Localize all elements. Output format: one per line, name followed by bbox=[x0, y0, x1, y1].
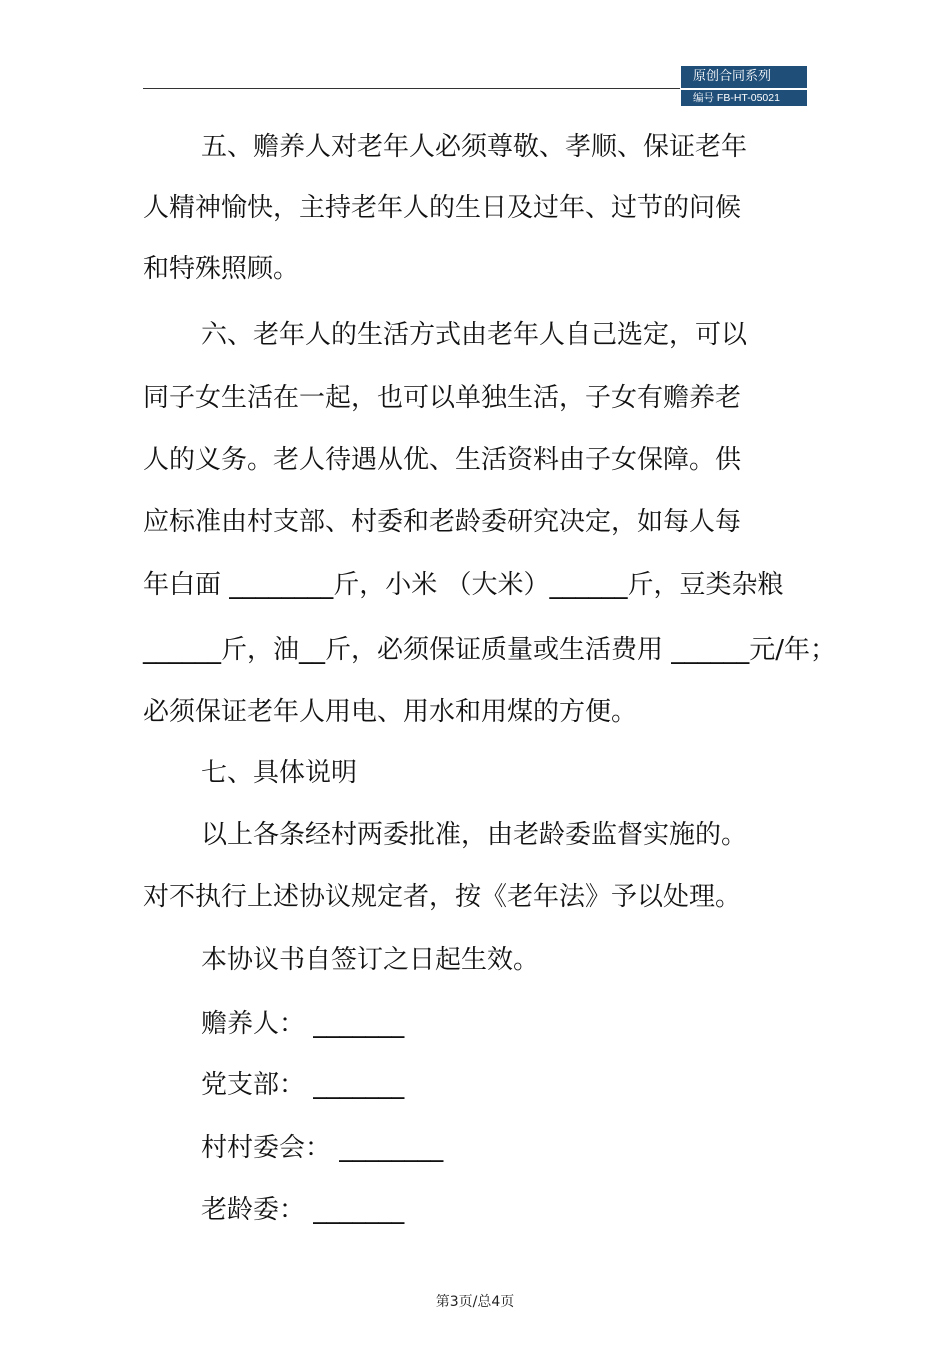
section-7-heading: 七、具体说明 bbox=[201, 758, 358, 788]
paragraph-6-line-5: 年白面 ________斤，小米 （大米）______斤，豆类杂粮 bbox=[143, 570, 784, 600]
paragraph-6-line-4: 应标准由村支部、村委和老龄委研究决定，如每人每 bbox=[143, 507, 742, 537]
paragraph-5-line-1: 五、赡养人对老年人必须尊敬、孝顺、保证老年 bbox=[201, 132, 748, 162]
badge-code-label: 编号 FB-HT-05021 bbox=[681, 90, 807, 106]
paragraph-6-line-1: 六、老年人的生活方式由老年人自己选定，可以 bbox=[201, 320, 748, 350]
paragraph-6-line-7: 必须保证老年人用电、用水和用煤的方便。 bbox=[143, 697, 638, 727]
signature-line-elderly-committee: 老龄委： _______ bbox=[201, 1195, 405, 1225]
page-number: 第3页/总4页 bbox=[435, 1294, 515, 1310]
paragraph-5-line-3: 和特殊照顾。 bbox=[143, 254, 300, 284]
badge-series-label: 原创合同系列 bbox=[681, 66, 807, 88]
series-badge bbox=[681, 66, 807, 106]
paragraph-6-line-2: 同子女生活在一起，也可以单独生活，子女有赡养老 bbox=[143, 383, 742, 413]
paragraph-6-line-3: 人的义务。老人待遇从优、生活资料由子女保障。供 bbox=[143, 445, 742, 475]
section-7-line-1: 以上各条经村两委批准，由老龄委监督实施的。 bbox=[201, 820, 748, 850]
signature-line-village-committee: 村村委会： ________ bbox=[201, 1133, 444, 1163]
section-7-line-2: 对不执行上述协议规定者，按《老年法》予以处理。 bbox=[143, 882, 742, 912]
paragraph-5-line-2: 人精神愉快，主持老年人的生日及过年、过节的问候 bbox=[143, 193, 742, 223]
header-rule bbox=[143, 88, 680, 89]
effective-clause: 本协议书自签订之日起生效。 bbox=[201, 945, 540, 975]
signature-line-supporter: 赡养人： _______ bbox=[201, 1009, 405, 1039]
paragraph-6-line-6: ______斤，油__斤，必须保证质量或生活费用 ______元/年； bbox=[143, 635, 837, 665]
signature-line-party-branch: 党支部： _______ bbox=[201, 1070, 405, 1100]
